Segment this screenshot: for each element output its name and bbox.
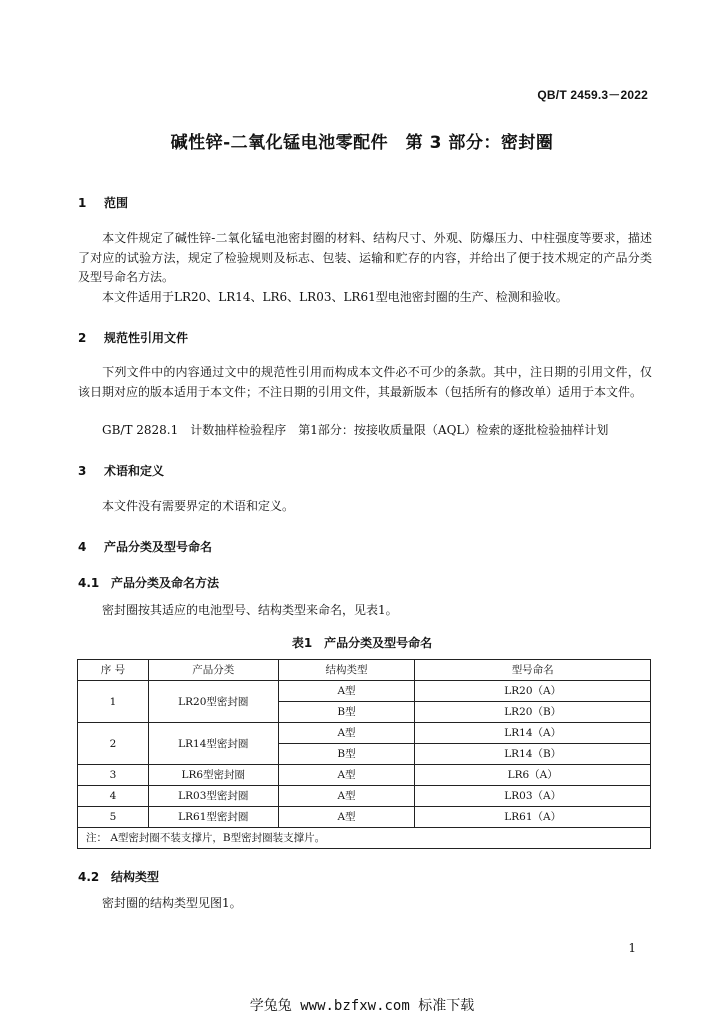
section-4-2-heading — [78, 868, 159, 885]
section-number: 2 — [78, 331, 87, 345]
section-title: 规范性引用文件 — [104, 331, 189, 345]
section-1-heading — [78, 194, 128, 211]
section-4-1-heading — [78, 574, 219, 591]
cell-model: LR20（B） — [415, 702, 651, 723]
paragraph-text: 密封圈的结构类型见图1。 — [102, 896, 242, 910]
header-category: 产品分类 — [148, 660, 278, 681]
cell-category: LR6型密封圈 — [148, 765, 278, 786]
section-1-paragraph-2 — [78, 288, 652, 308]
cell-no: 3 — [78, 765, 149, 786]
cell-model: LR61（A） — [415, 807, 651, 828]
section-number: 3 — [78, 464, 87, 478]
cell-model: LR14（A） — [415, 723, 651, 744]
table-caption-title: 产品分类及型号命名 — [324, 636, 433, 650]
standard-code: QB/T 2459.3－2022 — [537, 88, 648, 102]
table-note-row — [78, 828, 651, 849]
section-4-1-paragraph-1 — [78, 601, 652, 621]
section-title: 产品分类及命名方法 — [111, 576, 220, 590]
reference-code: GB/T 2828.1 — [102, 423, 179, 437]
paragraph-text: 下列文件中的内容通过文中的规范性引用而构成本文件必不可少的条款。其中，注日期的引用文件，仅该日期对应的版本适用于本文件；不注日期的引用文件，其最新版本（包括所有的修改单）适用于本文件。 — [78, 365, 652, 399]
cell-model: LR14（B） — [415, 744, 651, 765]
header-no: 序 号 — [78, 660, 149, 681]
paragraph-text: 本文件规定了碱性锌-二氧化锰电池密封圈的材料、结构尺寸、外观、防爆压力、中柱强度等要求，描述了对应的试验方法，规定了检验规则及标志、包装、运输和贮存的内容，并给出了便于技术规定的产品分类及型号命名方法。 — [78, 231, 652, 284]
section-number: 1 — [78, 196, 87, 210]
product-classification-table — [77, 659, 651, 849]
section-4-2-paragraph-1 — [78, 894, 652, 914]
cell-model: LR6（A） — [415, 765, 651, 786]
paragraph-text: 本文件适用于LR20、LR14、LR6、LR03、LR61型电池密封圈的生产、检测和验收。 — [102, 290, 568, 304]
document-title: 碱性锌-二氧化锰电池零配件 第 3 部分：密封圈 — [170, 133, 554, 153]
table-row — [78, 807, 651, 828]
paragraph-text: 本文件没有需要界定的术语和定义。 — [102, 499, 295, 513]
cell-no: 2 — [78, 723, 149, 765]
table-header-row — [78, 660, 651, 681]
cell-model: LR20（A） — [415, 681, 651, 702]
section-1-paragraph-1 — [78, 229, 652, 288]
normative-reference — [102, 421, 608, 438]
table-row — [78, 786, 651, 807]
table-row — [78, 681, 651, 702]
cell-category: LR20型密封圈 — [148, 681, 278, 723]
cell-category: LR14型密封圈 — [148, 723, 278, 765]
section-2-heading — [78, 329, 188, 346]
paragraph-text: 密封圈按其适应的电池型号、结构类型来命名，见表1。 — [102, 603, 398, 617]
cell-model: LR03（A） — [415, 786, 651, 807]
cell-structure: B型 — [278, 744, 415, 765]
header-model: 型号命名 — [415, 660, 651, 681]
section-number: 4.2 — [78, 870, 100, 884]
table-note: 注： A型密封圈不装支撑片，B型密封圈装支撑片。 — [78, 828, 651, 849]
section-title: 范围 — [104, 196, 129, 210]
cell-structure: A型 — [278, 723, 415, 744]
cell-no: 1 — [78, 681, 149, 723]
download-footer: 学兔兔 www.bzfxw.com 标准下载 — [249, 998, 475, 1014]
section-4-heading — [78, 538, 212, 555]
section-title: 术语和定义 — [104, 464, 165, 478]
section-3-paragraph-1 — [78, 497, 652, 517]
reference-title: 计数抽样检验程序 第1部分：按接收质量限（AQL）检索的逐批检验抽样计划 — [190, 423, 609, 437]
cell-no: 4 — [78, 786, 149, 807]
table-row — [78, 765, 651, 786]
section-2-paragraph-1 — [78, 363, 652, 402]
cell-structure: A型 — [278, 786, 415, 807]
header-structure: 结构类型 — [278, 660, 415, 681]
cell-structure: B型 — [278, 702, 415, 723]
cell-structure: A型 — [278, 681, 415, 702]
cell-structure: A型 — [278, 807, 415, 828]
cell-structure: A型 — [278, 765, 415, 786]
section-number: 4 — [78, 540, 87, 554]
section-title: 产品分类及型号命名 — [104, 540, 213, 554]
section-3-heading — [78, 462, 164, 479]
section-title: 结构类型 — [111, 870, 160, 884]
page-number: 1 — [628, 941, 636, 955]
section-number: 4.1 — [78, 576, 100, 590]
table-caption-number: 表1 — [291, 636, 313, 650]
cell-category: LR61型密封圈 — [148, 807, 278, 828]
table-row — [78, 723, 651, 744]
cell-no: 5 — [78, 807, 149, 828]
cell-category: LR03型密封圈 — [148, 786, 278, 807]
table-caption — [0, 634, 724, 651]
